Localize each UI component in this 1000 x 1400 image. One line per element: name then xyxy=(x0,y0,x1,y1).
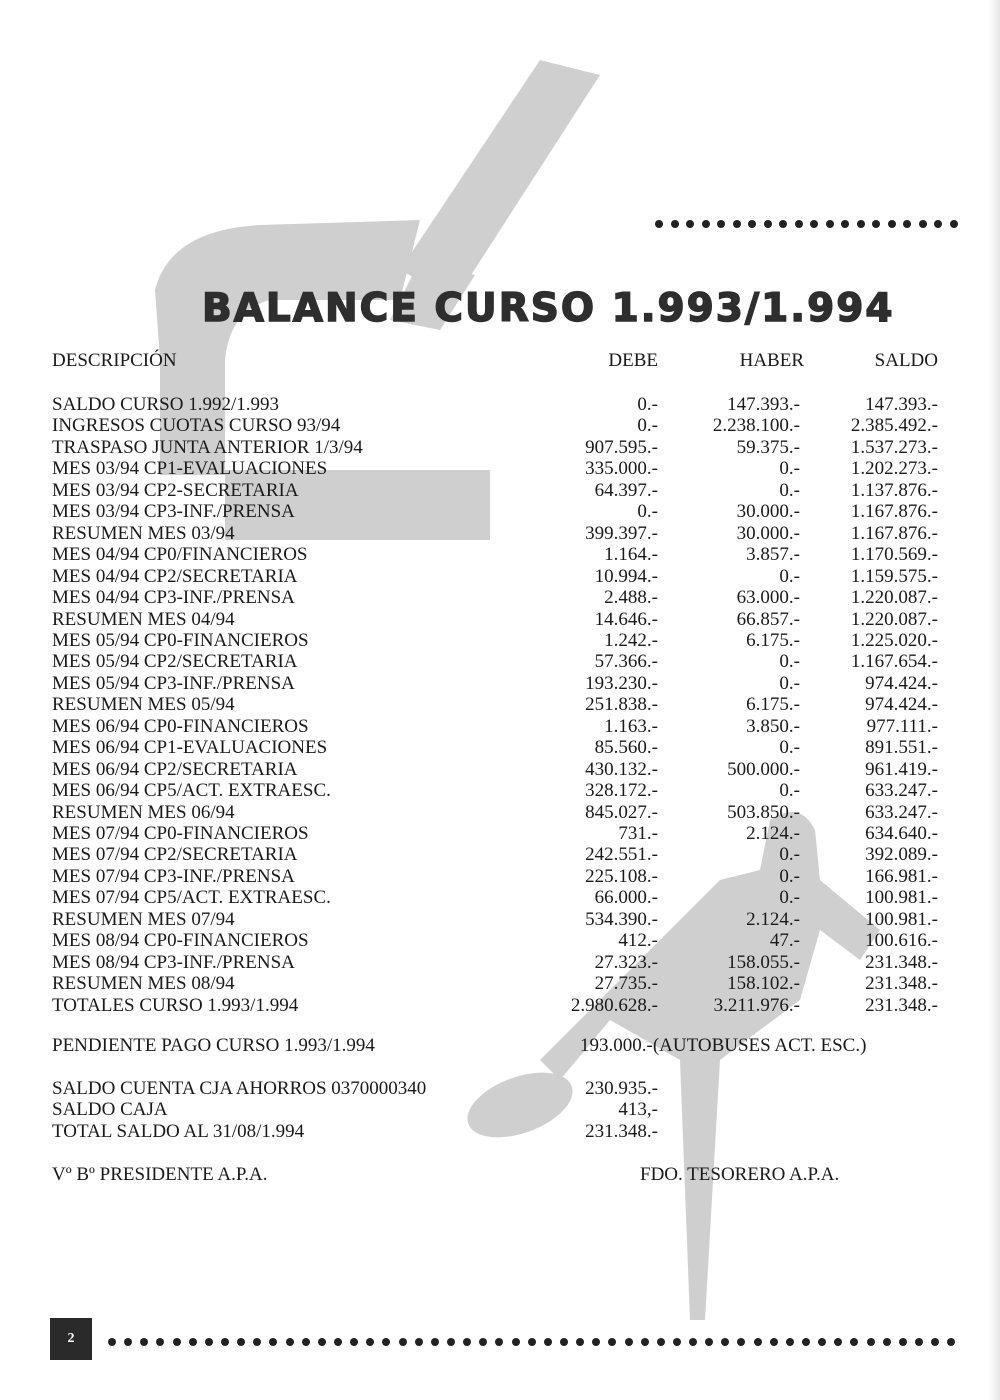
dot xyxy=(834,1338,842,1346)
row-description: MES 04/94 CP0/FINANCIEROS xyxy=(52,544,308,566)
table-row xyxy=(52,587,952,609)
table-row xyxy=(52,759,952,781)
row-saldo: 1.220.087.- xyxy=(850,608,938,630)
row-debe: 242.551.- xyxy=(585,844,658,866)
row-haber: 3.211.976.- xyxy=(713,994,800,1016)
row-haber: 30.000.- xyxy=(736,522,800,544)
row-description: MES 05/94 CP0-FINANCIEROS xyxy=(52,629,309,651)
row-saldo: 1.159.575.- xyxy=(850,565,938,587)
row-description: SALDO CURSO 1.992/1.993 xyxy=(52,394,279,415)
dot xyxy=(382,1338,390,1346)
row-description: RESUMEN MES 07/94 xyxy=(52,908,235,930)
row-saldo: 100.981.- xyxy=(865,908,938,930)
table-row xyxy=(52,737,952,759)
row-debe: 85.560.- xyxy=(594,737,658,759)
dot xyxy=(733,220,741,228)
dot xyxy=(189,1338,197,1346)
row-description: RESUMEN MES 04/94 xyxy=(52,608,235,630)
dot xyxy=(495,1338,503,1346)
row-haber: 0.- xyxy=(779,672,800,694)
row-debe: 64.397.- xyxy=(594,479,658,501)
dot xyxy=(512,1338,520,1346)
dot xyxy=(883,1338,891,1346)
row-saldo: 100.616.- xyxy=(865,930,938,952)
row-haber: 158.055.- xyxy=(727,951,800,973)
saldo-label: TOTAL SALDO AL 31/08/1.994 xyxy=(52,1121,305,1142)
row-description: RESUMEN MES 05/94 xyxy=(52,694,235,716)
dot xyxy=(415,1338,423,1346)
dot xyxy=(717,220,725,228)
dot xyxy=(899,1338,907,1346)
row-debe: 731.- xyxy=(618,823,658,844)
dot xyxy=(748,220,756,228)
row-description: INGRESOS CUOTAS CURSO 93/94 xyxy=(52,415,341,437)
row-debe: 0.- xyxy=(637,415,658,437)
row-debe: 534.390.- xyxy=(585,908,658,930)
table-row xyxy=(52,780,952,802)
row-description: MES 07/94 CP3-INF./PRENSA xyxy=(52,865,295,887)
table-row xyxy=(52,523,952,545)
signature-presidente: Vº Bº PRESIDENTE A.P.A. xyxy=(52,1164,268,1185)
dot xyxy=(872,220,880,228)
dot xyxy=(764,220,772,228)
row-description: MES 04/94 CP2/SECRETARIA xyxy=(52,565,298,587)
row-saldo: 1.167.654.- xyxy=(850,651,938,673)
dot xyxy=(786,1338,794,1346)
row-haber: 47.- xyxy=(769,930,800,952)
table-row xyxy=(52,930,952,952)
row-saldo: 974.424.- xyxy=(865,694,938,716)
dot xyxy=(810,220,818,228)
row-description: MES 06/94 CP1-EVALUACIONES xyxy=(52,737,328,759)
dot xyxy=(795,220,803,228)
row-saldo: 231.348.- xyxy=(865,951,938,973)
dot xyxy=(818,1338,826,1346)
row-debe: 27.735.- xyxy=(594,973,658,995)
row-saldo: 1.220.087.- xyxy=(850,587,938,609)
row-saldo: 977.111.- xyxy=(866,715,938,737)
decorative-dots-top xyxy=(655,220,958,228)
dot xyxy=(528,1338,536,1346)
dot xyxy=(641,1338,649,1346)
dot xyxy=(479,1338,487,1346)
decorative-dots-bottom xyxy=(108,1338,956,1346)
row-debe: 907.595.- xyxy=(585,436,658,458)
row-debe: 399.397.- xyxy=(585,522,658,544)
dot xyxy=(671,220,679,228)
header-descripcion: DESCRIPCIÓN xyxy=(52,350,177,371)
row-description: RESUMEN MES 08/94 xyxy=(52,973,235,995)
row-saldo: 1.225.020.- xyxy=(850,629,938,651)
dot xyxy=(857,220,865,228)
table-row xyxy=(52,458,952,480)
saldo-row xyxy=(52,1121,952,1143)
dot xyxy=(302,1338,310,1346)
dot xyxy=(592,1338,600,1346)
table-row xyxy=(52,995,952,1017)
table-row xyxy=(52,716,952,738)
table-row xyxy=(52,544,952,566)
row-haber: 0.- xyxy=(779,737,800,759)
table-row xyxy=(52,630,952,652)
table-header xyxy=(52,350,952,372)
table-row xyxy=(52,887,952,909)
dot xyxy=(841,220,849,228)
dot xyxy=(689,1338,697,1346)
dot xyxy=(934,220,942,228)
pendiente-row xyxy=(52,1035,867,1057)
saldo-value: 230.935.- xyxy=(585,1078,658,1099)
dot xyxy=(237,1338,245,1346)
dot xyxy=(686,220,694,228)
dot xyxy=(108,1338,116,1346)
dot xyxy=(463,1338,471,1346)
row-description: MES 08/94 CP0-FINANCIEROS xyxy=(52,930,309,952)
saldo-label: SALDO CUENTA CJA AHORROS 0370000340 xyxy=(52,1078,427,1099)
row-description: MES 03/94 CP2-SECRETARIA xyxy=(52,479,299,501)
row-haber: 30.000.- xyxy=(736,501,800,523)
dot xyxy=(366,1338,374,1346)
row-haber: 6.175.- xyxy=(746,629,800,651)
header-debe: DEBE xyxy=(608,350,658,371)
dot xyxy=(673,1338,681,1346)
row-debe: 1.163.- xyxy=(604,715,658,737)
dot xyxy=(334,1338,342,1346)
table-row xyxy=(52,694,952,716)
table-row xyxy=(52,823,952,845)
table-row xyxy=(52,866,952,888)
dot xyxy=(915,1338,923,1346)
dot xyxy=(888,220,896,228)
dot xyxy=(770,1338,778,1346)
dot xyxy=(156,1338,164,1346)
row-debe: 412.- xyxy=(618,930,658,952)
row-description: MES 07/94 CP2/SECRETARIA xyxy=(52,844,298,866)
row-debe: 27.323.- xyxy=(594,951,658,973)
dot xyxy=(431,1338,439,1346)
dot xyxy=(657,1338,665,1346)
row-debe: 0.- xyxy=(637,394,658,415)
dot xyxy=(903,220,911,228)
row-saldo: 100.981.- xyxy=(865,887,938,909)
row-haber: 0.- xyxy=(779,844,800,866)
dot xyxy=(318,1338,326,1346)
row-debe: 430.132.- xyxy=(585,758,658,780)
row-haber: 63.000.- xyxy=(736,587,800,609)
row-description: MES 07/94 CP0-FINANCIEROS xyxy=(52,823,309,844)
dot xyxy=(173,1338,181,1346)
row-saldo: 1.167.876.- xyxy=(850,522,938,544)
row-debe: 66.000.- xyxy=(594,887,658,909)
saldo-row xyxy=(52,1099,952,1121)
row-haber: 0.- xyxy=(779,651,800,673)
row-description: MES 06/94 CP5/ACT. EXTRAESC. xyxy=(52,780,331,802)
table-row xyxy=(52,609,952,631)
row-saldo: 1.537.273.- xyxy=(850,436,938,458)
row-haber: 503.850.- xyxy=(727,801,800,823)
row-debe: 1.242.- xyxy=(604,629,658,651)
dot xyxy=(931,1338,939,1346)
row-description: MES 07/94 CP5/ACT. EXTRAESC. xyxy=(52,887,331,909)
row-debe: 0.- xyxy=(637,501,658,523)
dot xyxy=(544,1338,552,1346)
row-saldo: 634.640.- xyxy=(865,823,938,844)
row-haber: 2.124.- xyxy=(746,908,800,930)
table-row xyxy=(52,566,952,588)
dot xyxy=(850,1338,858,1346)
row-haber: 0.- xyxy=(779,865,800,887)
table-row xyxy=(52,501,952,523)
dot xyxy=(447,1338,455,1346)
dot xyxy=(702,220,710,228)
row-description: MES 06/94 CP2/SECRETARIA xyxy=(52,758,298,780)
row-saldo: 166.981.- xyxy=(865,865,938,887)
table-row xyxy=(52,802,952,824)
dot xyxy=(950,220,958,228)
saldo-row xyxy=(52,1078,952,1100)
row-debe: 57.366.- xyxy=(594,651,658,673)
row-saldo: 1.137.876.- xyxy=(850,479,938,501)
dot xyxy=(737,1338,745,1346)
dot xyxy=(625,1338,633,1346)
row-saldo: 891.551.- xyxy=(865,737,938,759)
dot xyxy=(779,220,787,228)
row-haber: 500.000.- xyxy=(727,758,800,780)
dot xyxy=(399,1338,407,1346)
row-saldo: 633.247.- xyxy=(865,801,938,823)
dot xyxy=(124,1338,132,1346)
table-row xyxy=(52,480,952,502)
table-row xyxy=(52,844,952,866)
row-haber: 3.850.- xyxy=(746,715,800,737)
dot xyxy=(253,1338,261,1346)
table-row xyxy=(52,673,952,695)
page-edge-shadow xyxy=(988,0,1000,1400)
row-debe: 251.838.- xyxy=(585,694,658,716)
dot xyxy=(655,220,663,228)
dot xyxy=(867,1338,875,1346)
row-haber: 0.- xyxy=(779,887,800,909)
dot xyxy=(205,1338,213,1346)
row-description: MES 08/94 CP3-INF./PRENSA xyxy=(52,951,295,973)
row-haber: 3.857.- xyxy=(746,544,800,566)
dot xyxy=(947,1338,955,1346)
dot xyxy=(705,1338,713,1346)
table-row xyxy=(52,973,952,995)
saldo-value: 231.348.- xyxy=(585,1121,658,1142)
saldo-value: 413,- xyxy=(618,1099,658,1120)
row-saldo: 961.419.- xyxy=(865,758,938,780)
row-debe: 10.994.- xyxy=(594,565,658,587)
row-description: MES 05/94 CP2/SECRETARIA xyxy=(52,651,298,673)
row-haber: 6.175.- xyxy=(746,694,800,716)
table-row xyxy=(52,394,952,416)
dot xyxy=(754,1338,762,1346)
table-row xyxy=(52,651,952,673)
row-saldo: 633.247.- xyxy=(865,780,938,802)
row-debe: 14.646.- xyxy=(594,608,658,630)
row-debe: 1.164.- xyxy=(604,544,658,566)
row-description: MES 03/94 CP3-INF./PRENSA xyxy=(52,501,295,523)
row-description: TRASPASO JUNTA ANTERIOR 1/3/94 xyxy=(52,436,363,458)
row-haber: 147.393.- xyxy=(727,394,800,415)
dot xyxy=(721,1338,729,1346)
row-description: RESUMEN MES 03/94 xyxy=(52,522,235,544)
row-description: MES 03/94 CP1-EVALUACIONES xyxy=(52,458,328,480)
dot xyxy=(919,220,927,228)
row-saldo: 1.170.569.- xyxy=(850,544,938,566)
row-description: MES 05/94 CP3-INF./PRENSA xyxy=(52,672,295,694)
header-saldo: SALDO xyxy=(874,350,938,371)
row-saldo: 1.167.876.- xyxy=(850,501,938,523)
dot xyxy=(576,1338,584,1346)
table-row xyxy=(52,952,952,974)
row-haber: 0.- xyxy=(779,479,800,501)
row-saldo: 974.424.- xyxy=(865,672,938,694)
dot xyxy=(350,1338,358,1346)
row-haber: 2.124.- xyxy=(746,823,800,844)
row-debe: 225.108.- xyxy=(585,865,658,887)
row-haber: 158.102.- xyxy=(727,973,800,995)
header-haber: HABER xyxy=(739,350,804,371)
row-description: MES 04/94 CP3-INF./PRENSA xyxy=(52,587,295,609)
row-debe: 193.230.- xyxy=(585,672,658,694)
dot xyxy=(221,1338,229,1346)
row-saldo: 2.385.492.- xyxy=(850,415,938,437)
dot xyxy=(802,1338,810,1346)
dot xyxy=(140,1338,148,1346)
row-haber: 0.- xyxy=(779,458,800,480)
row-saldo: 231.348.- xyxy=(865,994,938,1016)
dot xyxy=(826,220,834,228)
row-debe: 845.027.- xyxy=(585,801,658,823)
dot xyxy=(560,1338,568,1346)
row-saldo: 231.348.- xyxy=(865,973,938,995)
signature-tesorero: FDO. TESORERO A.P.A. xyxy=(640,1164,840,1185)
row-description: RESUMEN MES 06/94 xyxy=(52,801,235,823)
row-description: TOTALES CURSO 1.993/1.994 xyxy=(52,994,299,1016)
page-number: 2 xyxy=(50,1318,92,1360)
table-row xyxy=(52,909,952,931)
row-debe: 2.488.- xyxy=(604,587,658,609)
dot xyxy=(286,1338,294,1346)
pendiente-label: PENDIENTE PAGO CURSO 1.993/1.994 xyxy=(52,1035,375,1056)
row-haber: 66.857.- xyxy=(736,608,800,630)
table-row xyxy=(52,415,952,437)
row-haber: 0.- xyxy=(779,780,800,802)
row-haber: 59.375.- xyxy=(736,436,800,458)
row-haber: 2.238.100.- xyxy=(712,415,800,437)
row-debe: 2.980.628.- xyxy=(570,994,658,1016)
row-saldo: 1.202.273.- xyxy=(850,458,938,480)
dot xyxy=(269,1338,277,1346)
row-haber: 0.- xyxy=(779,565,800,587)
row-saldo: 147.393.- xyxy=(865,394,938,415)
row-saldo: 392.089.- xyxy=(865,844,938,866)
row-debe: 328.172.- xyxy=(585,780,658,802)
dot xyxy=(608,1338,616,1346)
page-title: BALANCE CURSO 1.993/1.994 xyxy=(202,286,895,331)
table-row xyxy=(52,437,952,459)
saldo-label: SALDO CAJA xyxy=(52,1099,168,1120)
row-description: MES 06/94 CP0-FINANCIEROS xyxy=(52,715,309,737)
pendiente-value: 193.000.-(AUTOBUSES ACT. ESC.) xyxy=(580,1035,867,1056)
row-debe: 335.000.- xyxy=(585,458,658,480)
